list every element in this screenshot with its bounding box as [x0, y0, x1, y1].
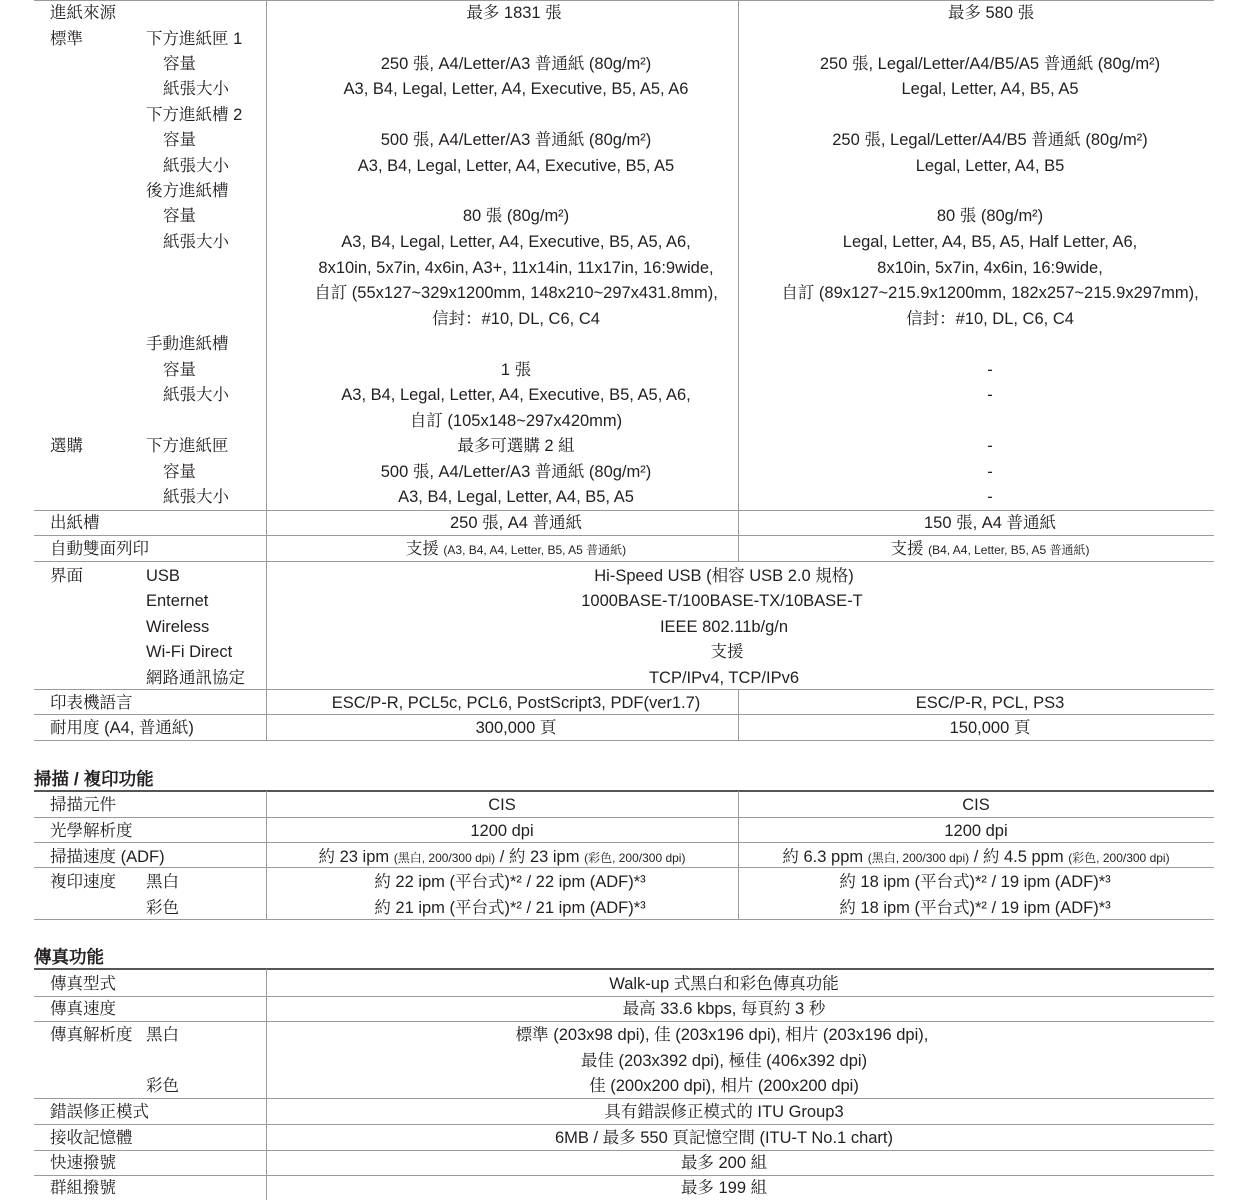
optional-size-b: -: [987, 488, 993, 506]
ethernet-label: Enternet: [146, 592, 209, 610]
scan-speed-b-color-note: (彩色, 200/300 dpi): [1068, 851, 1170, 865]
rear-tray-size-a-line: 自訂 (55x127~329x1200mm, 148x210~297x431.8mm),: [314, 284, 718, 302]
fax-type-value: Walk-up 式黑白和彩色傳真功能: [609, 975, 839, 993]
section-divider: [34, 968, 1214, 970]
row-divider: [34, 510, 1214, 511]
rear-tray-size-a-line: A3, B4, Legal, Letter, A4, Executive, B5, A5, A6,: [341, 233, 691, 251]
fax-bw-line: 最佳 (203x392 dpi), 極佳 (406x392 dpi): [580, 1052, 868, 1070]
column-divider: [266, 0, 267, 741]
fax-resolution-label: 傳真解析度: [50, 1026, 133, 1044]
row-divider: [34, 817, 1214, 818]
manual-tray-size-b: -: [987, 386, 993, 404]
optical-resolution-a: 1200 dpi: [470, 822, 534, 840]
lower-tray1-size-b: Legal, Letter, A4, B5, A5: [901, 80, 1079, 98]
scan-element-b: CIS: [962, 796, 990, 814]
optional-tray-b: -: [987, 437, 993, 455]
fax-type-label: 傳真型式: [50, 975, 116, 993]
speed-dial-label: 快速撥號: [50, 1154, 116, 1172]
durability-b: 150,000 頁: [949, 719, 1031, 737]
rear-tray-label: 後方進紙槽: [146, 182, 229, 200]
optional-tray-label: 下方進紙匣: [146, 437, 229, 455]
rear-tray-size-b-line: 自訂 (89x127~215.9x1200mm, 182x257~215.9x297mm),: [781, 284, 1199, 302]
optional-size-a: A3, B4, Legal, Letter, A4, B5, A5: [398, 488, 634, 506]
rear-tray-size-b-line: 8x10in, 5x7in, 4x6in, 16:9wide,: [877, 259, 1103, 277]
scan-speed-b-bw: 約 6.3 ppm: [782, 848, 864, 866]
memory-value: 6MB / 最多 550 頁記憶空間 (ITU-T No.1 chart): [554, 1129, 894, 1147]
lower-tray1-capacity-b: 250 張, Legal/Letter/A4/B5/A5 普通紙 (80g/m²): [819, 55, 1161, 73]
lower-tray1-label: 下方進紙匣 1: [146, 30, 243, 48]
manual-tray-size-a-line: A3, B4, Legal, Letter, A4, Executive, B5, A5, A6,: [341, 386, 691, 404]
rear-tray-capacity-b: 80 張 (80g/m²): [936, 207, 1044, 225]
row-divider: [34, 689, 1214, 690]
rear-tray-size-b-line: 信封：#10, DL, C6, C4: [906, 310, 1074, 328]
optional-label: 選購: [50, 437, 83, 455]
fax-speed-label: 傳真速度: [50, 1000, 116, 1018]
scan-speed-b-color: / 約 4.5 ppm: [969, 848, 1064, 866]
row-divider: [34, 1098, 1214, 1099]
row-divider: [34, 1124, 1214, 1125]
rear-tray-size-a-line: 信封：#10, DL, C6, C4: [432, 310, 600, 328]
group-dial-label: 群組撥號: [50, 1179, 116, 1197]
manual-tray-capacity-a: 1 張: [500, 361, 532, 379]
column-divider: [738, 689, 739, 741]
scan-speed-a-color-note: (彩色, 200/300 dpi): [584, 851, 686, 865]
column-divider: [738, 791, 739, 920]
wireless-value: IEEE 802.11b/g/n: [659, 618, 789, 636]
scan-speed-a-color: / 約 23 ipm: [495, 848, 580, 866]
protocol-label: 網路通訊協定: [146, 669, 245, 687]
scan-speed-a-bw: 約 23 ipm: [318, 848, 390, 866]
durability-label: 耐用度 (A4, 普通紙): [50, 719, 194, 737]
duplex-a-main: 支援: [405, 540, 439, 558]
ecm-label: 錯誤修正模式: [50, 1103, 149, 1121]
lower-tray2-label: 下方進紙槽 2: [146, 106, 243, 124]
duplex-b-main: 支援: [890, 540, 924, 558]
optional-size-label: 紙張大小: [163, 488, 229, 506]
rear-tray-capacity-label: 容量: [163, 207, 196, 225]
optical-resolution-b: 1200 dpi: [944, 822, 1008, 840]
duplex-b-note: (B4, A4, Letter, B5, A5 普通紙): [928, 543, 1090, 557]
copy-color-label: 彩色: [146, 899, 179, 917]
row-divider: [34, 535, 1214, 536]
copy-color-a: 約 21 ipm (平台式)*² / 21 ipm (ADF)*³: [374, 899, 646, 917]
copy-speed-label: 複印速度: [50, 873, 116, 891]
printer-language-label: 印表機語言: [50, 694, 133, 712]
output-label: 出紙槽: [50, 514, 100, 532]
wifi-direct-value: 支援: [710, 643, 744, 661]
rear-tray-capacity-a: 80 張 (80g/m²): [462, 207, 570, 225]
row-divider: [34, 1021, 1214, 1022]
lower-tray1-size-label: 紙張大小: [163, 80, 229, 98]
row-divider: [34, 842, 1214, 843]
column-divider: [738, 0, 739, 561]
scan-speed-b: [782, 846, 1169, 869]
scan-speed-a: [319, 846, 686, 869]
optional-capacity-b: -: [987, 463, 993, 481]
printer-language-b: ESC/P-R, PCL, PS3: [915, 694, 1065, 712]
copy-bw-a: 約 22 ipm (平台式)*² / 22 ipm (ADF)*³: [374, 873, 646, 891]
manual-tray-label: 手動進紙槽: [146, 335, 229, 353]
usb-value: Hi-Speed USB (相容 USB 2.0 規格): [594, 567, 854, 585]
row-divider: [34, 919, 1214, 920]
duplex-b: [890, 538, 1089, 561]
lower-tray2-size-a: A3, B4, Legal, Letter, A4, Executive, B5, A5: [357, 157, 675, 175]
scan-element-a: CIS: [488, 796, 516, 814]
rear-tray-size-label: 紙張大小: [163, 233, 229, 251]
copy-color-b: 約 18 ipm (平台式)*² / 19 ipm (ADF)*³: [839, 899, 1111, 917]
lower-tray1-capacity-a: 250 張, A4/Letter/A3 普通紙 (80g/m²): [380, 55, 652, 73]
row-divider: [34, 1175, 1214, 1176]
optional-tray-a: 最多可選購 2 組: [457, 437, 575, 455]
lower-tray2-capacity-b: 250 張, Legal/Letter/A4/B5 普通紙 (80g/m²): [832, 131, 1148, 149]
fax-section-title: 傳真功能: [34, 947, 104, 967]
ethernet-value: 1000BASE-T/100BASE-TX/10BASE-T: [581, 592, 863, 610]
manual-tray-capacity-label: 容量: [163, 361, 196, 379]
manual-tray-size-a-line: 自訂 (105x148~297x420mm): [409, 412, 623, 430]
ecm-value: 具有錯誤修正模式的 ITU Group3: [604, 1103, 844, 1121]
optional-capacity-a: 500 張, A4/Letter/A3 普通紙 (80g/m²): [380, 463, 652, 481]
duplex-a-note: (A3, B4, A4, Letter, B5, A5 普通紙): [443, 543, 627, 557]
lower-tray1-size-a: A3, B4, Legal, Letter, A4, Executive, B5, A5, A6: [343, 80, 689, 98]
row-divider: [34, 1150, 1214, 1151]
fax-bw-label: 黑白: [146, 1026, 179, 1044]
copy-bw-label: 黑白: [146, 873, 179, 891]
fax-color-label: 彩色: [146, 1077, 179, 1095]
scan-speed-b-bw-note: (黑白, 200/300 dpi): [867, 851, 970, 865]
optical-resolution-label: 光學解析度: [50, 822, 133, 840]
row-divider: [34, 996, 1214, 997]
interface-label: 界面: [50, 567, 83, 585]
fax-bw-line: 標準 (203x98 dpi), 佳 (203x196 dpi), 相片 (203x196 dpi),: [515, 1026, 929, 1044]
scan-speed-label: 掃描速度 (ADF): [50, 848, 165, 866]
lower-tray2-size-label: 紙張大小: [163, 157, 229, 175]
group-dial-value: 最多 199 組: [680, 1179, 768, 1197]
column-divider: [266, 969, 267, 1200]
paper-source-label: 進紙來源: [50, 4, 116, 22]
protocol-value: TCP/IPv4, TCP/IPv6: [648, 669, 800, 687]
usb-label: USB: [146, 567, 180, 585]
copy-bw-b: 約 18 ipm (平台式)*² / 19 ipm (ADF)*³: [839, 873, 1111, 891]
scan-element-label: 掃描元件: [50, 796, 116, 814]
memory-label: 接收記憶體: [50, 1129, 133, 1147]
scan-section-title: 掃描 / 複印功能: [34, 769, 154, 789]
duplex-a: [406, 538, 626, 561]
lower-tray2-capacity-a: 500 張, A4/Letter/A3 普通紙 (80g/m²): [380, 131, 652, 149]
duplex-label: 自動雙面列印: [50, 540, 149, 558]
durability-a: 300,000 頁: [475, 719, 557, 737]
paper-source-value-b: 最多 580 張: [947, 4, 1035, 22]
fax-speed-value: 最高 33.6 kbps, 每頁約 3 秒: [622, 1000, 826, 1018]
row-divider: [34, 561, 1214, 562]
output-b: 150 張, A4 普通紙: [923, 514, 1057, 532]
lower-tray2-capacity-label: 容量: [163, 131, 196, 149]
section-divider: [34, 790, 1214, 792]
column-divider: [266, 791, 267, 920]
rear-tray-size-b-line: Legal, Letter, A4, B5, A5, Half Letter, A6,: [842, 233, 1138, 251]
output-a: 250 張, A4 普通紙: [449, 514, 583, 532]
optional-capacity-label: 容量: [163, 463, 196, 481]
row-divider: [34, 740, 1214, 741]
row-divider: [34, 0, 1214, 1]
manual-tray-capacity-b: -: [987, 361, 993, 379]
paper-source-value-a: 最多 1831 張: [466, 4, 562, 22]
scan-speed-a-bw-note: (黑白, 200/300 dpi): [393, 851, 496, 865]
lower-tray1-capacity-label: 容量: [163, 55, 196, 73]
standard-label: 標準: [50, 30, 83, 48]
wifi-direct-label: Wi-Fi Direct: [146, 643, 233, 661]
wireless-label: Wireless: [146, 618, 210, 636]
printer-language-a: ESC/P-R, PCL5c, PCL6, PostScript3, PDF(ver1.7): [331, 694, 701, 712]
manual-tray-size-label: 紙張大小: [163, 386, 229, 404]
fax-color-value: 佳 (200x200 dpi), 相片 (200x200 dpi): [589, 1077, 859, 1095]
speed-dial-value: 最多 200 組: [680, 1154, 768, 1172]
row-divider: [34, 714, 1214, 715]
rear-tray-size-a-line: 8x10in, 5x7in, 4x6in, A3+, 11x14in, 11x17in, 16:9wide,: [318, 259, 714, 277]
lower-tray2-size-b: Legal, Letter, A4, B5: [915, 157, 1065, 175]
